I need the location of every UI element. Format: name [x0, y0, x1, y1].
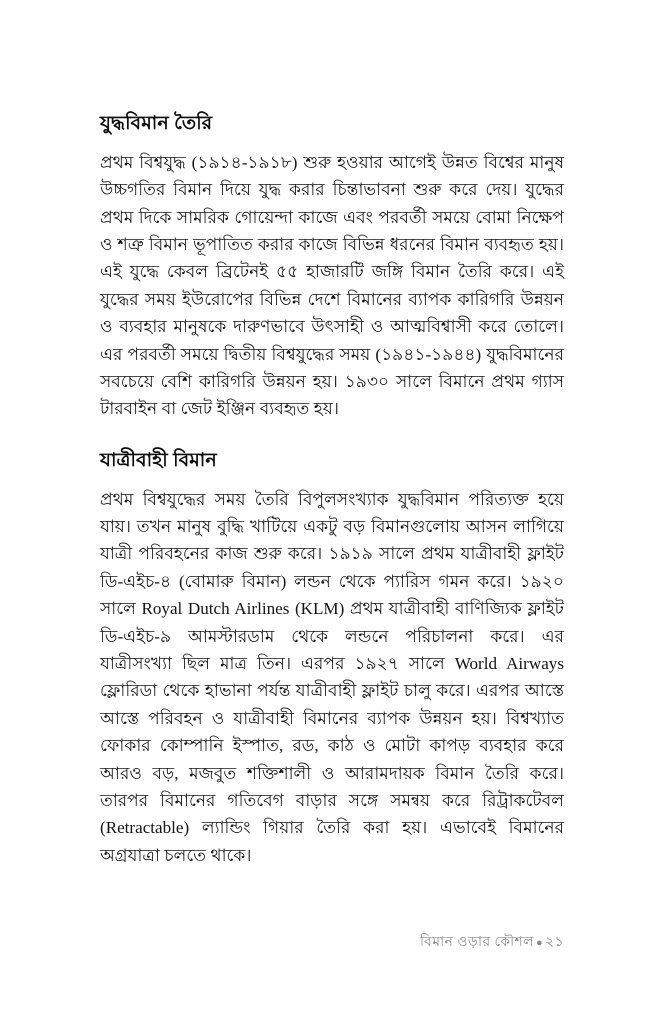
footer-page-number: ২১: [544, 934, 564, 950]
section-heading-fighter-aircraft: যুদ্ধবিমান তৈরি: [100, 113, 213, 134]
section-paragraph-fighter-aircraft: প্রথম বিশ্বযুদ্ধ (১৯১৪-১৯১৮) শুরু হওয়ার আগেই উন্নত বিশ্বের মানুষ উচ্চগতির বিমান দিয়ে যুদ্ধ করার চিন্তাভাবনা শুরু করে দেয়। যুদ্ধের প্রথম দিকে সামরিক গোয়েন্দা কাজে এবং পরবর্তী সময়ে বোমা নিক্ষেপ ও শত্রু বিমান ভূপাতিত করার কাজে বিভিন্ন ধরনের বিমান ব্যবহৃত হয়। এই যুদ্ধে কেবল ব্রিটেনই ৫৫ হাজারটি জঙ্গি বিমান তৈরি করে। এই যুদ্ধের সময় ইউরোপের বিভিন্ন দেশে বিমানের ব্যাপক কারিগরি উন্নয়ন ও ব্যবহার মানুষকে দারুণভাবে উৎসাহী ও আত্মবিশ্বাসী করে তোলে। এর পরবর্তী সময়ে দ্বিতীয় বিশ্বযুদ্ধের সময় (১৯৪১-১৯৪৪) যুদ্ধবিমানের সবচেয়ে বেশি কারিগরি উন্নয়ন হয়। ১৯৩০ সালে বিমানে প্রথম গ্যাস টারবাইন বা জেট ইঞ্জিন ব্যবহৃত হয়।: [100, 152, 564, 419]
page-footer: [100, 932, 564, 953]
section-passenger-aircraft: [100, 449, 564, 869]
section-paragraph-passenger-aircraft: প্রথম বিশ্বযুদ্ধের সময় তৈরি বিপুলসংখ্যাক যুদ্ধবিমান পরিত্যক্ত হয়ে যায়। তখন মানুষ বুদ্ধি খাটিয়ে একটু বড় বিমানগুলোয় আসন লাগিয়ে যাত্রী পরিবহনের কাজ শুরু করে। ১৯১৯ সালে প্রথম যাত্রীবাহী ফ্লাইট ডি-এইচ-৪ (বোমারু বিমান) লন্ডন থেকে প্যারিস গমন করে। ১৯২০ সালে Royal Dutch Airlines (KLM) প্রথম যাত্রীবাহী বাণিজ্যিক ফ্লাইট ডি-এইচ-৯ আমস্টারডাম থেকে লন্ডনে পরিচালনা করে। এর যাত্রীসংখ্যা ছিল মাত্র তিন। এরপর ১৯২৭ সালে World Airways ফ্লোরিডা থেকে হাভানা পর্যন্ত যাত্রীবাহী ফ্লাইট চালু করে। এরপর আস্তে আস্তে পরিবহন ও যাত্রীবাহী বিমানের ব্যাপক উন্নয়ন হয়। বিশ্বখ্যাত ফোকার কোম্পানি ইস্পাত, রড, কাঠ ও মোটা কাপড় ব্যবহার করে আরও বড়, মজবুত শক্তিশালী ও আরামদায়ক বিমান তৈরি করে। তারপর বিমানের গতিবেগ বাড়ার সঙ্গে সমন্বয় করে রিট্রাকটেবল (Retractable) ল্যান্ডিং গিয়ার তৈরি করা হয়। এভাবেই বিমানের অগ্রযাত্রা চলতে থাকে।: [100, 489, 564, 865]
page-content: [100, 112, 564, 869]
section-fighter-aircraft: [100, 112, 564, 423]
footer-book-title: বিমান ওড়ার কৌশল: [420, 934, 535, 950]
footer-separator-dot: ●: [536, 936, 543, 949]
section-heading-passenger-aircraft: যাত্রীবাহী বিমান: [100, 449, 217, 471]
